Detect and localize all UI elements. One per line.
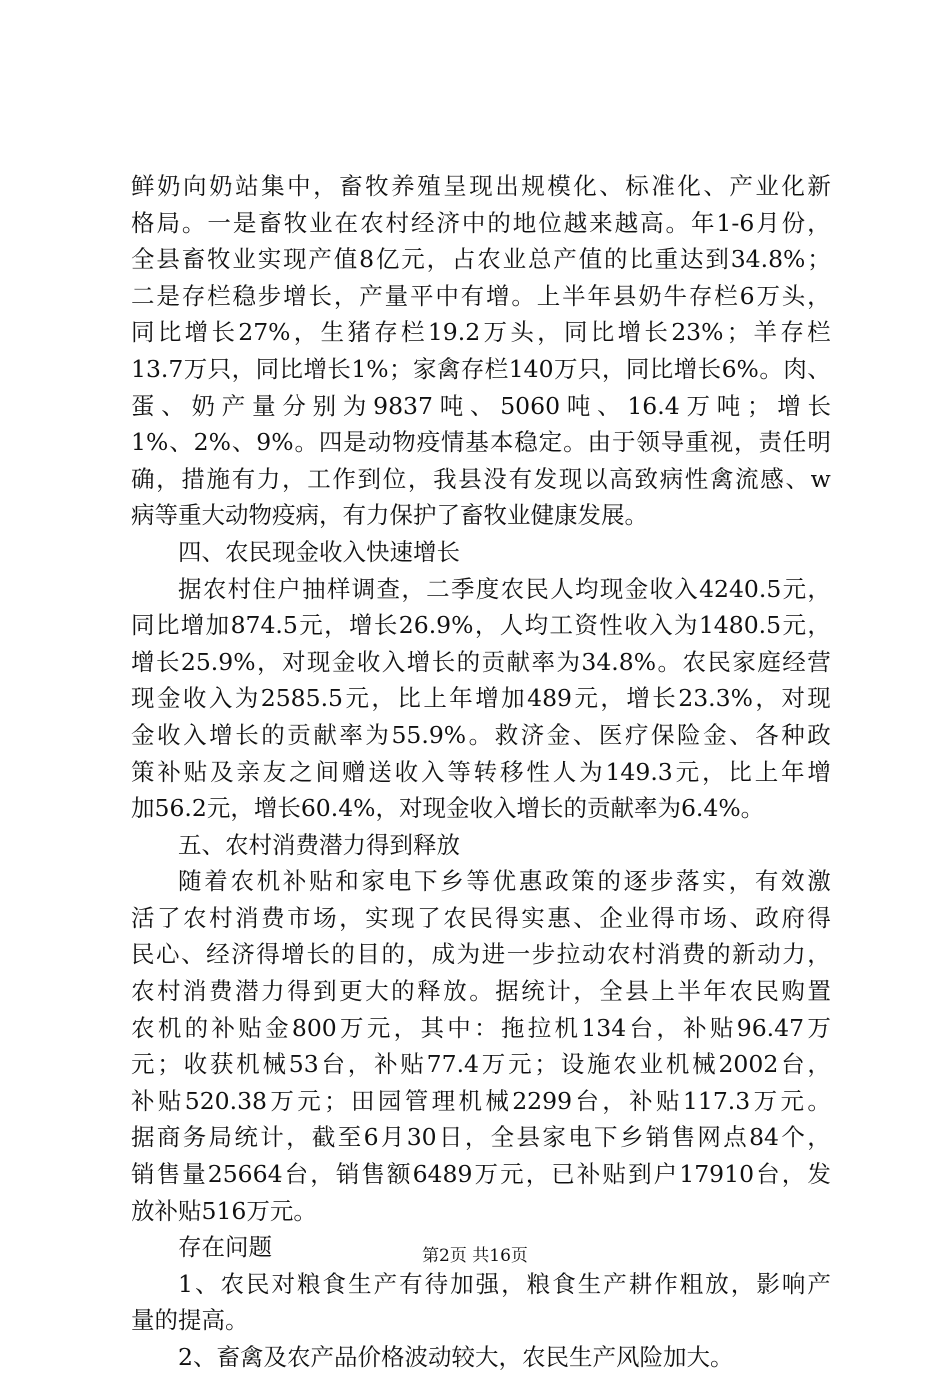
- text-line: 2、畜禽及农产品价格波动较大，农民生产风险加大。: [178, 1343, 734, 1371]
- text-line: 农 机 的 补 贴 金 800 万 元 ， 其 中 ： 拖 拉 机 134 台 ， 补 贴 96.47 万: [131, 1013, 831, 1042]
- text-line: 存在问题: [178, 1233, 272, 1262]
- text-line: 策 补 贴 及 亲 友 之 间 赠 送 收 入 等 转 移 性 人 为 149.3 元 ， 比 上 年 增: [131, 757, 831, 786]
- text-line: 加56.2元，增长60.4%，对现金收入增长的贡献率为6.4%。: [131, 794, 765, 823]
- text-line: 同 比 增 长 27% ， 生 猪 存 栏 19.2 万 头 ， 同 比 增 长 23% ； 羊 存 栏: [131, 318, 831, 347]
- text-line: 活 了 农 村 消 费 市 场 ， 实 现 了 农 民 得 实 惠 、 企 业 得 市 场 、 政 府 得: [131, 903, 831, 932]
- document-body: [131, 168, 831, 1376]
- text-line: 现 金 收 入 为 2585.5 元 ， 比 上 年 增 加 489 元 ， 增 长 23.3% ， 对 现: [131, 684, 831, 713]
- text-line: 格 局 。 一 是 畜 牧 业 在 农 村 经 济 中 的 地 位 越 来 越 高 。 年 1-6 月 份 ，: [131, 208, 831, 237]
- text-line: 13.7 万 只 ， 同 比 增 长 1% ； 家 禽 存 栏 140 万 只 ， 同 比 增 长 6% 。 肉 、: [131, 354, 831, 383]
- text-line: 确 ， 措 施 有 力 ， 工 作 到 位 ， 我 县 没 有 发 现 以 高 致 病 性 禽 流 感 、 w: [131, 464, 831, 493]
- text-line: 量的提高。: [131, 1306, 249, 1335]
- text-line: 据 商 务 局 统 计 ， 截 至 6 月 30 日 ， 全 县 家 电 下 乡 销 售 网 点 84 个 ，: [131, 1123, 831, 1152]
- text-line: 农 村 消 费 潜 力 得 到 更 大 的 释 放 。 据 统 计 ， 全 县 上 半 年 农 民 购 置: [131, 977, 831, 1006]
- text-line: 同 比 增 加 874.5 元 ， 增 长 26.9% ， 人 均 工 资 性 收 入 为 1480.5 元 ，: [131, 611, 831, 640]
- text-line: 全 县 畜 牧 业 实 现 产 值 8 亿 元 ， 占 农 业 总 产 值 的 比 重 达 到 34.8% ；: [131, 245, 831, 274]
- text-line: 放补贴516万元。: [131, 1196, 317, 1225]
- text-line: 蛋 、 奶 产 量 分 别 为 9837 吨 、 5060 吨 、 16.4 万 吨 ； 增 长: [131, 391, 831, 420]
- text-line: 二 是 存 栏 稳 步 增 长 ， 产 量 平 中 有 增 。 上 半 年 县 奶 牛 存 栏 6 万 头 ，: [131, 281, 831, 310]
- text-line: 金 收 入 增 长 的 贡 献 率 为 55.9% 。 救 济 金 、 医 疗 保 险 金 、 各 种 政: [131, 720, 831, 749]
- page-footer: 第2页 共16页: [422, 1246, 528, 1266]
- text-line: 1% 、 2% 、 9% 。 四 是 动 物 疫 情 基 本 稳 定 。 由 于 领 导 重 视 ， 责 任 明: [131, 428, 831, 457]
- text-line: 病等重大动物疫病，有力保护了畜牧业健康发展。: [131, 501, 648, 530]
- text-line: 补 贴 520.38 万 元 ； 田 园 管 理 机 械 2299 台 ， 补 贴 117.3 万 元 。: [131, 1086, 831, 1115]
- text-line: 增 长 25.9% ， 对 现 金 收 入 增 长 的 贡 献 率 为 34.8% 。 农 民 家 庭 经 营: [131, 647, 831, 676]
- text-line: 鲜 奶 向 奶 站 集 中 ， 畜 牧 养 殖 呈 现 出 规 模 化 、 标 准 化 、 产 业 化 新: [131, 172, 831, 200]
- text-line: 据 农 村 住 户 抽 样 调 查 ， 二 季 度 农 民 人 均 现 金 收 入 4240.5 元 ，: [178, 574, 831, 603]
- text-line: 销 售 量 25664 台 ， 销 售 额 6489 万 元 ， 已 补 贴 到 户 17910 台 ， 发: [131, 1160, 831, 1189]
- text-line: 随 着 农 机 补 贴 和 家 电 下 乡 等 优 惠 政 策 的 逐 步 落 实 ， 有 效 激: [178, 867, 831, 896]
- text-line: 民 心 、 经 济 得 增 长 的 目 的 ， 成 为 进 一 步 拉 动 农 村 消 费 的 新 动 力 ，: [131, 940, 831, 969]
- text-line: 五、农村消费潜力得到释放: [178, 830, 460, 859]
- text-line: 元 ； 收 获 机 械 53 台 ， 补 贴 77.4 万 元 ； 设 施 农 业 机 械 2002 台 ，: [131, 1050, 831, 1079]
- text-line: 1 、 农 民 对 粮 食 生 产 有 待 加 强 ， 粮 食 生 产 耕 作 粗 放 ， 影 响 产: [178, 1269, 831, 1298]
- text-line: 四、农民现金收入快速增长: [178, 537, 460, 566]
